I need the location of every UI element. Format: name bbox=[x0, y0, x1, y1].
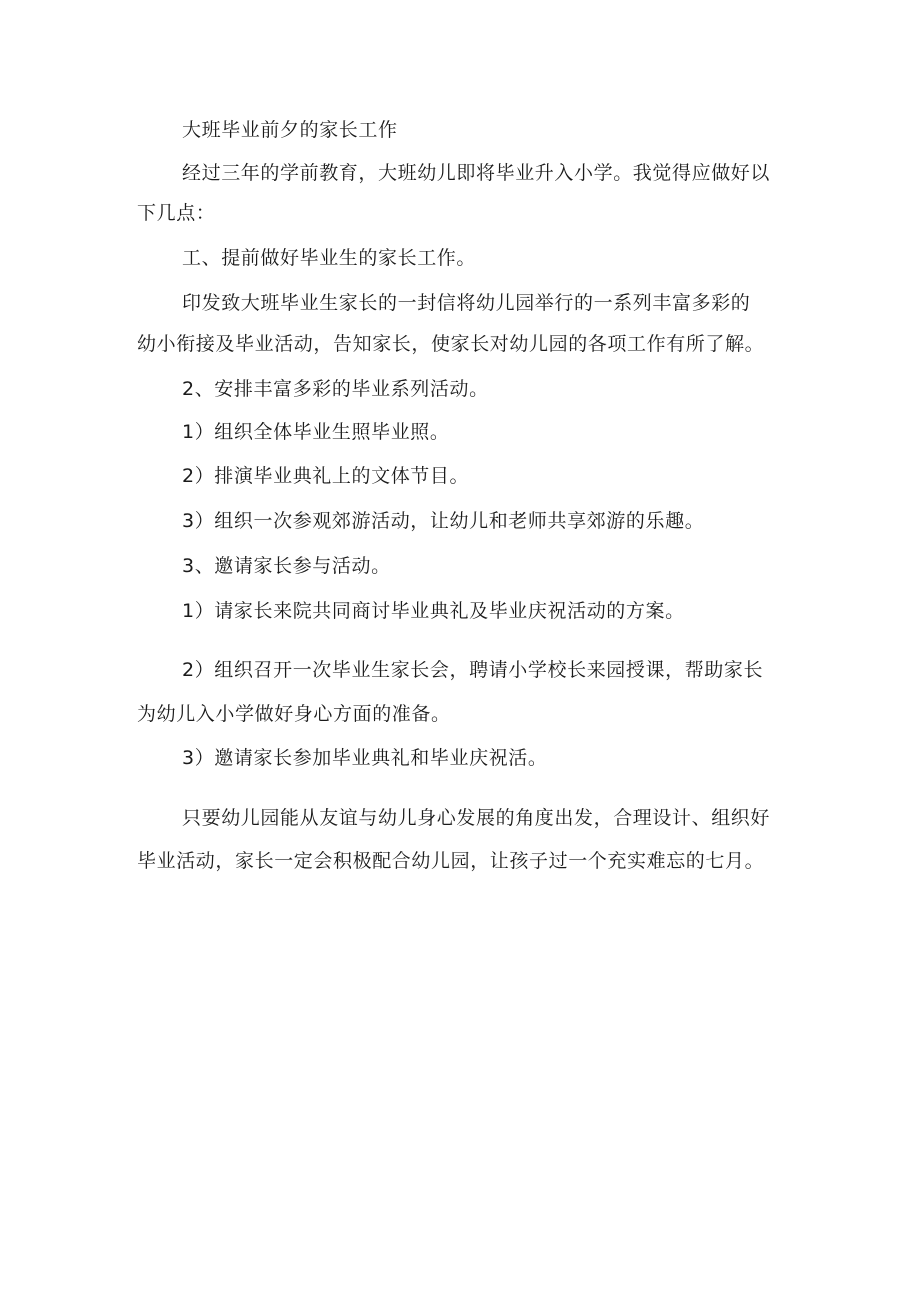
intro-line-2: 下几点： bbox=[137, 202, 216, 224]
section3-item-2-line-1: 2）组织召开一次毕业生家长会，聘请小学校长来园授课，帮助家长 bbox=[182, 659, 764, 681]
section3-heading: 3、邀请家长参与活动。 bbox=[182, 555, 391, 577]
section2-item: 3）组织一次参观郊游活动，让幼儿和老师共享郊游的乐趣。 bbox=[182, 510, 705, 532]
section2-item: 1）组织全体毕业生照毕业照。 bbox=[182, 421, 450, 443]
section1-heading: 工、提前做好毕业生的家长工作。 bbox=[182, 247, 477, 269]
document-title: 大班毕业前夕的家长工作 bbox=[182, 119, 398, 141]
section1-body-line-2: 幼小衔接及毕业活动，告知家长，使家长对幼儿园的各项工作有所了解。 bbox=[137, 333, 765, 355]
intro-line-1: 经过三年的学前教育，大班幼儿即将毕业升入小学。我觉得应做好以 bbox=[182, 162, 771, 184]
section2-item: 2）排演毕业典礼上的文体节目。 bbox=[182, 465, 470, 487]
section2-heading: 2、安排丰富多彩的毕业系列活动。 bbox=[182, 378, 489, 400]
section3-item-1: 1）请家长来院共同商讨毕业典礼及毕业庆祝活动的方案。 bbox=[182, 600, 685, 622]
section3-item-2-line-2: 为幼儿入小学做好身心方面的准备。 bbox=[137, 703, 451, 725]
section3-item-3: 3）邀请家长参加毕业典礼和毕业庆祝活。 bbox=[182, 747, 548, 769]
conclusion-line-1: 只要幼儿园能从友谊与幼儿身心发展的角度出发，合理设计、组织好 bbox=[182, 807, 771, 829]
conclusion-line-2: 毕业活动，家长一定会积极配合幼儿园，让孩子过一个充实难忘的七月。 bbox=[137, 850, 765, 872]
section1-body-line-1: 印发致大班毕业生家长的一封信将幼儿园举行的一系列丰富多彩的 bbox=[182, 292, 751, 314]
